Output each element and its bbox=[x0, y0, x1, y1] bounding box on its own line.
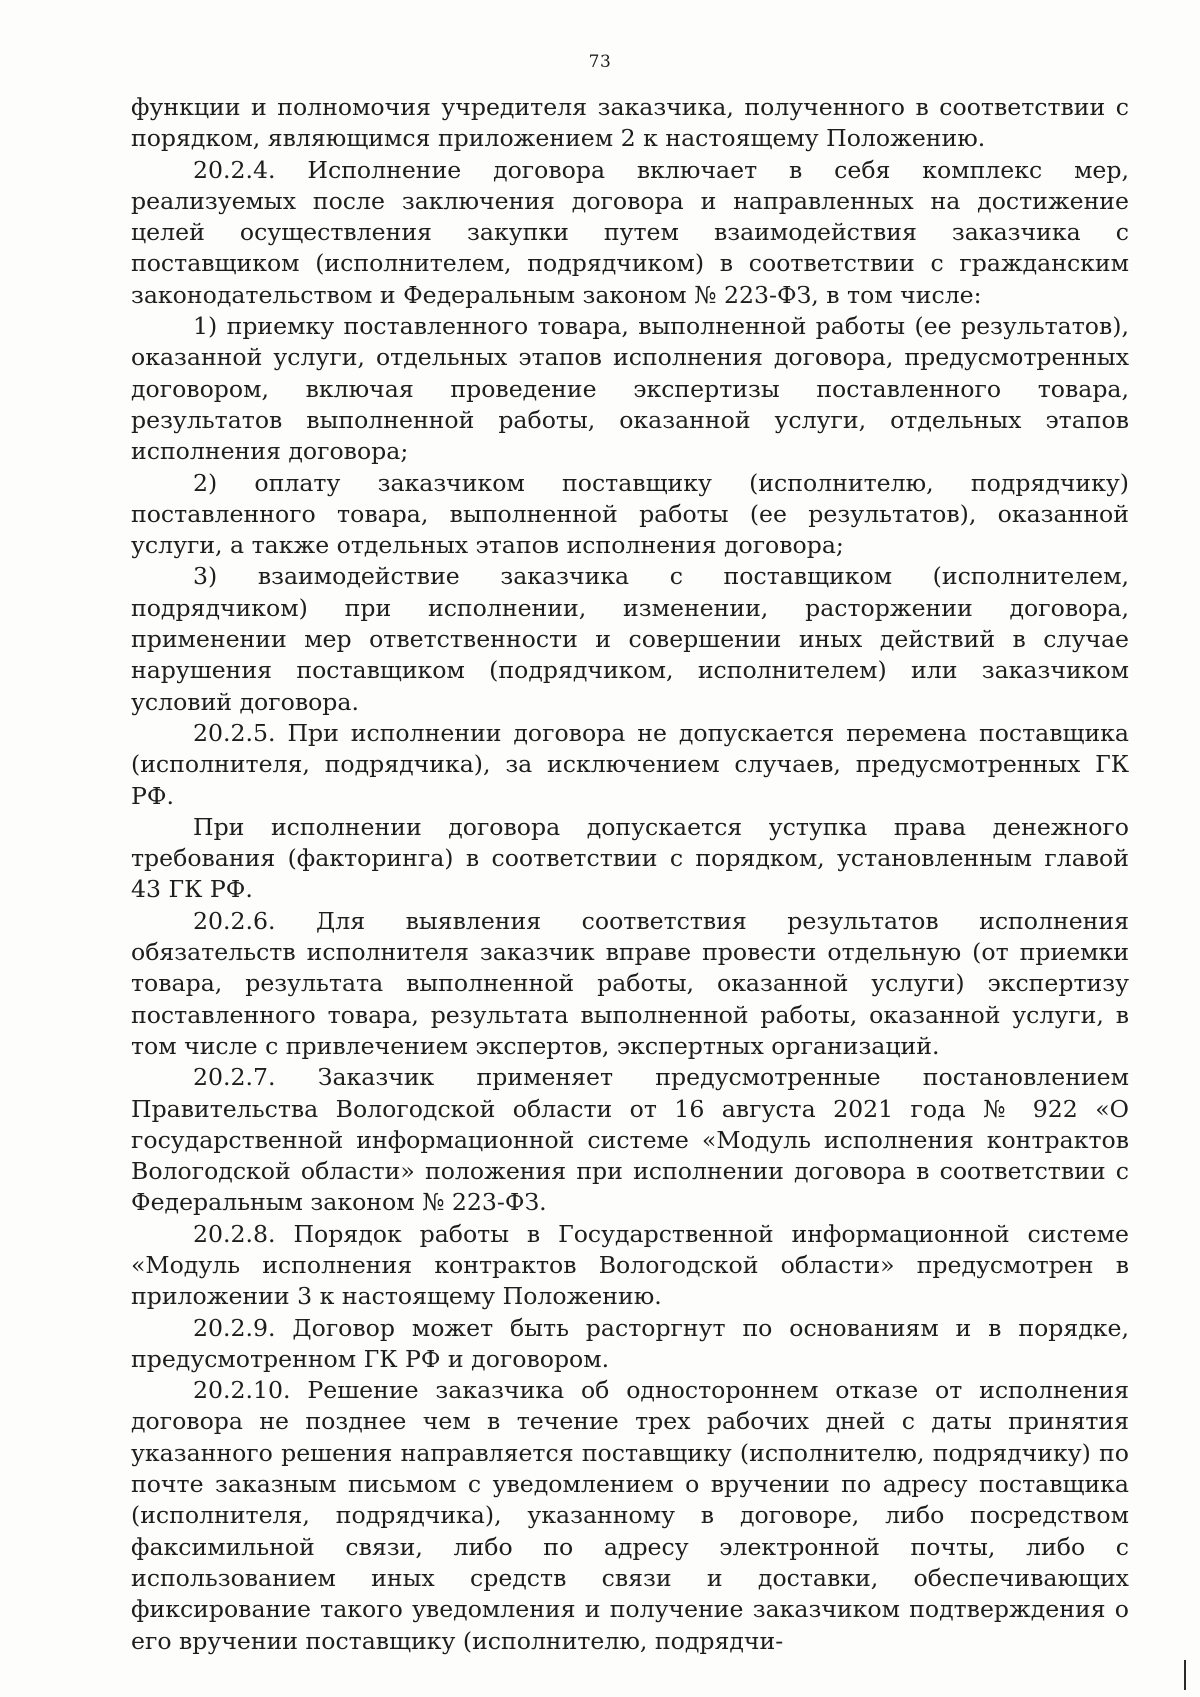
document-body bbox=[131, 92, 1129, 1657]
list-item-2: 2) оплату заказчиком поставщику (исполнителю, подрядчику) поставленного товара, выполненной работы (ее результатов), оказанной услуги, а также отдельных этапов исполнения договора; bbox=[131, 468, 1129, 560]
paragraph-20-2-4: 20.2.4. Исполнение договора включает в себя комплекс мер, реализуемых после заключения договора и направленных на достижение целей осуществления закупки путем взаимодействия заказчика с поставщиком (исполнителем, подрядчиком) в соответствии с гражданским законодательством и Федеральным законом № 223-ФЗ, в том числе: bbox=[131, 155, 1129, 309]
list-item-3: 3) взаимодействие заказчика с поставщиком (исполнителем, подрядчиком) при исполнении, изменении, расторжении договора, применении мер ответственности и совершении иных действий в случае нарушения поставщиком (подрядчиком, исполнителем) или заказчиком условий договора. bbox=[131, 562, 1129, 716]
page-number: 73 bbox=[588, 52, 612, 72]
paragraph-continuation: функции и полномочия учредителя заказчика, полученного в соответствии с порядком, являющимся приложением 2 к настоящему Положению. bbox=[131, 93, 1129, 153]
paragraph-20-2-9: 20.2.9. Договор может быть расторгнут по основаниям и в порядке, предусмотренном ГК РФ и договором. bbox=[131, 1313, 1129, 1373]
list-item-1: 1) приемку поставленного товара, выполненной работы (ее результатов), оказанной услуги, отдельных этапов исполнения договора, предусмотренных договором, включая проведение экспертизы поставленного товара, результатов выполненной работы, оказанной услуги, отдельных этапов исполнения договора; bbox=[131, 312, 1129, 466]
scan-edge-mark bbox=[1184, 1660, 1186, 1690]
paragraph-factoring: При исполнении договора допускается уступка права денежного требования (факторинга) в соответствии с порядком, установленным главой 43 ГК РФ. bbox=[131, 812, 1129, 904]
paragraph-20-2-10: 20.2.10. Решение заказчика об одностороннем отказе от исполнения договора не позднее чем в течение трех рабочих дней с даты принятия указанного решения направляется поставщику (исполнителю, подрядчику) по почте заказным письмом с уведомлением о вручении по адресу поставщика (исполнителя, подрядчика), указанному в договоре, либо посредством факсимильной связи, либо по адресу электронной почты, либо с использованием иных средств связи и доставки, обеспечивающих фиксирование такого уведомления и получение заказчиком подтверждения о его вручении поставщику (исполнителю, подрядчи- bbox=[131, 1376, 1129, 1655]
paragraph-20-2-8: 20.2.8. Порядок работы в Государственной информационной системе «Модуль исполнения контрактов Вологодской области» предусмотрен в приложении 3 к настоящему Положению. bbox=[131, 1219, 1129, 1311]
paragraph-20-2-5: 20.2.5. При исполнении договора не допускается перемена поставщика (исполнителя, подрядчика), за исключением случаев, предусмотренных ГК РФ. bbox=[131, 718, 1129, 810]
paragraph-20-2-6: 20.2.6. Для выявления соответствия результатов исполнения обязательств исполнителя заказчик вправе провести отдельную (от приемки товара, результата выполненной работы, оказанной услуги) экспертизу поставленного товара, результата выполненной работы, оказанной услуги, в том числе с привлечением экспертов, экспертных организаций. bbox=[131, 906, 1129, 1060]
paragraph-20-2-7: 20.2.7. Заказчик применяет предусмотренные постановлением Правительства Вологодской области от 16 августа 2021 года № 922 «О государственной информационной системе «Модуль исполнения контрактов Вологодской области» положения при исполнении договора в соответствии с Федеральным законом № 223-ФЗ. bbox=[131, 1063, 1129, 1217]
